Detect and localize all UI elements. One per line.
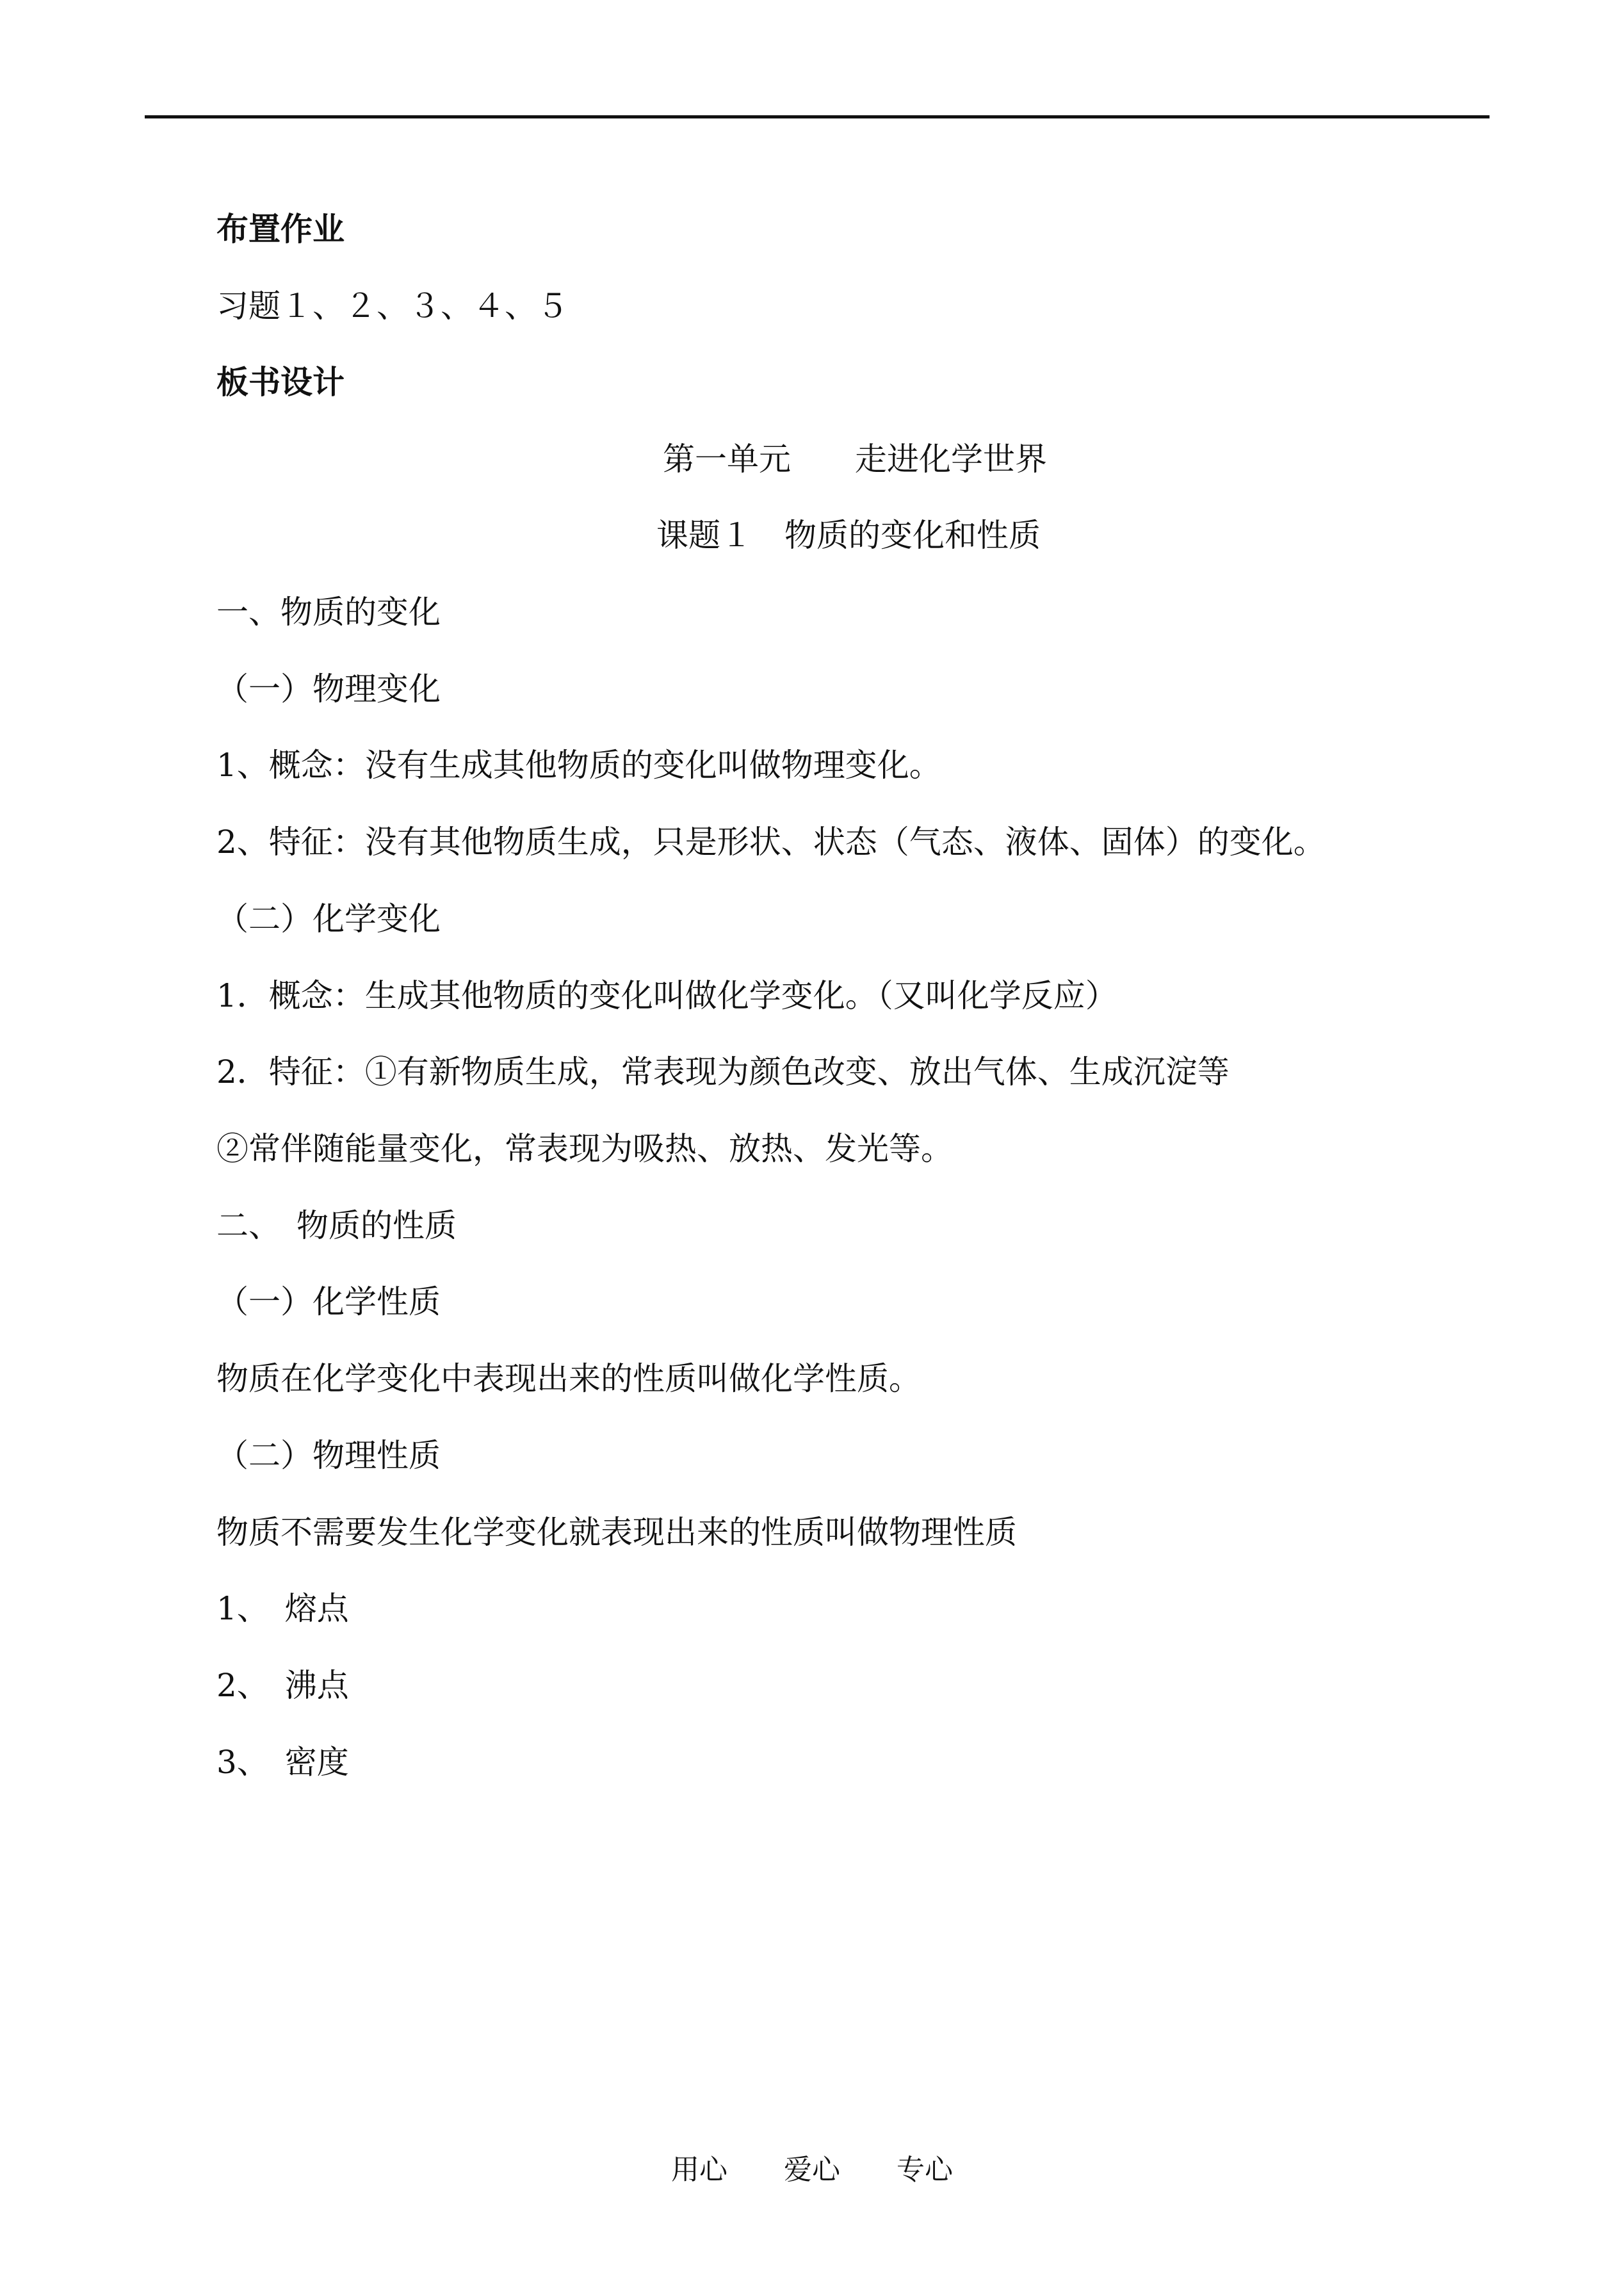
homework-heading: 布置作业: [216, 210, 345, 248]
section-1a-item-2: 2、特征：没有其他物质生成，只是形状、状态（气态、液体、固体）的变化。: [216, 823, 1326, 861]
section-1a-item-1: 1、概念：没有生成其他物质的变化叫做物理变化。: [216, 747, 941, 784]
header-rule: [145, 115, 1490, 118]
section-1b-item-3: ②常伴随能量变化，常表现为吸热、放热、发光等。: [216, 1130, 953, 1167]
section-2b-text: 物质不需要发生化学变化就表现出来的性质叫做物理性质: [216, 1514, 1017, 1551]
property-item: 2、 沸点: [216, 1667, 349, 1704]
section-1b-heading: （二）化学变化: [216, 900, 441, 937]
property-item: 1、 熔点: [216, 1590, 349, 1627]
property-item: 3、 密度: [216, 1744, 349, 1781]
section-1a-heading: （一）物理变化: [216, 670, 441, 708]
board-heading: 板书设计: [216, 363, 345, 401]
lesson-title: 课题１ 物质的变化和性质: [656, 517, 1041, 554]
page-footer: 用心 爱心 专心: [671, 2153, 953, 2186]
section-2a-text: 物质在化学变化中表现出来的性质叫做化学性质。: [216, 1360, 921, 1397]
unit-title: 第一单元 走进化学世界: [663, 441, 1047, 478]
section-2b-heading: （二）物理性质: [216, 1437, 441, 1474]
section-2a-heading: （一）化学性质: [216, 1283, 441, 1320]
section-2-heading: 二、 物质的性质: [216, 1207, 457, 1244]
section-1b-item-2: 2．特征：①有新物质生成，常表现为颜色改变、放出气体、生成沉淀等: [216, 1053, 1230, 1091]
section-1-heading: 一、物质的变化: [216, 594, 441, 631]
section-1b-item-1: 1．概念：生成其他物质的变化叫做化学变化。（又叫化学反应）: [216, 977, 1117, 1014]
homework-text: 习题１、２、３、４、５: [216, 288, 569, 325]
